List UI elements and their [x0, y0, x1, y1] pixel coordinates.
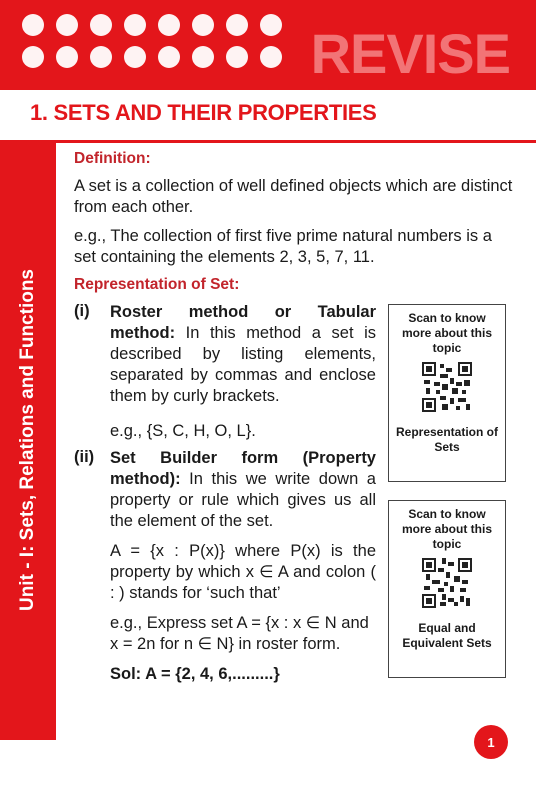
qr-box-representation [388, 304, 506, 482]
page-title: 1. SETS AND THEIR PROPERTIES [30, 100, 377, 125]
item-text: In this we write down a property or rule which gives us all the element of the set. [110, 470, 376, 530]
set-builder-example: e.g., Express set A = {x : x ∈ N and x = 2n for n ∈ N} in roster form. [110, 614, 369, 653]
side-band-end [0, 740, 56, 800]
dot-icon [22, 14, 44, 36]
dot-icon [260, 46, 282, 68]
definition-example: e.g., The collection of first five prime natural numbers is a set containing the elements 2, 3, 5, 7, 11. [74, 227, 492, 266]
dot-icon [124, 14, 146, 36]
dot-icon [226, 14, 248, 36]
dot-icon [260, 14, 282, 36]
set-builder-item [110, 448, 376, 532]
definition-section [74, 150, 514, 268]
representation-heading: Representation of Set: [74, 276, 240, 293]
dot-icon [192, 14, 214, 36]
qr-code-icon[interactable] [422, 362, 472, 412]
qr-prompt: Scan to know more about this topic [401, 311, 492, 355]
qr-code-icon[interactable] [422, 558, 472, 608]
roster-method-item [110, 302, 376, 407]
item-number: (i) [74, 302, 90, 320]
item-number: (ii) [74, 448, 95, 466]
item-text: In this method a set is described by listing elements, separated by commas and enclose them by curly brackets. [110, 324, 376, 405]
title-divider [0, 140, 536, 143]
dot-icon [56, 14, 78, 36]
dot-icon [124, 46, 146, 68]
dot-icon [22, 46, 44, 68]
qr-box-equal-sets [388, 500, 506, 678]
definition-heading: Definition: [74, 150, 151, 167]
qr-caption: Equal and Equivalent Sets [402, 621, 492, 650]
dot-icon [192, 46, 214, 68]
dot-icon [158, 46, 180, 68]
qr-prompt: Scan to know more about this topic [401, 507, 492, 551]
dot-icon [90, 14, 112, 36]
set-builder-solution: Sol: A = {2, 4, 6,.........} [110, 665, 280, 683]
definition-text: A set is a collection of well defined objects which are distinct from each other. [74, 177, 513, 216]
set-builder-notation: A = {x : P(x)} where P(x) is the property by which x ∈ A and colon ( : ) stands for ‘such that’ [110, 542, 376, 602]
roster-example: e.g., {S, C, H, O, L}. [110, 422, 256, 440]
dot-icon [90, 46, 112, 68]
page-number-badge [474, 725, 508, 759]
qr-caption: Representation of Sets [395, 425, 498, 454]
dot-icon [226, 46, 248, 68]
revise-label: REVISE [310, 22, 510, 85]
header-banner [0, 0, 536, 90]
decorative-dots [22, 14, 282, 78]
page-number: 1 [487, 734, 495, 750]
item-name: Set Builder form (Property method): [110, 449, 376, 488]
dot-icon [158, 14, 180, 36]
dot-icon [56, 46, 78, 68]
unit-label: Unit - I: Sets, Relations and Functions [17, 268, 38, 612]
item-name: Roster method or Tabular method: [110, 303, 376, 342]
